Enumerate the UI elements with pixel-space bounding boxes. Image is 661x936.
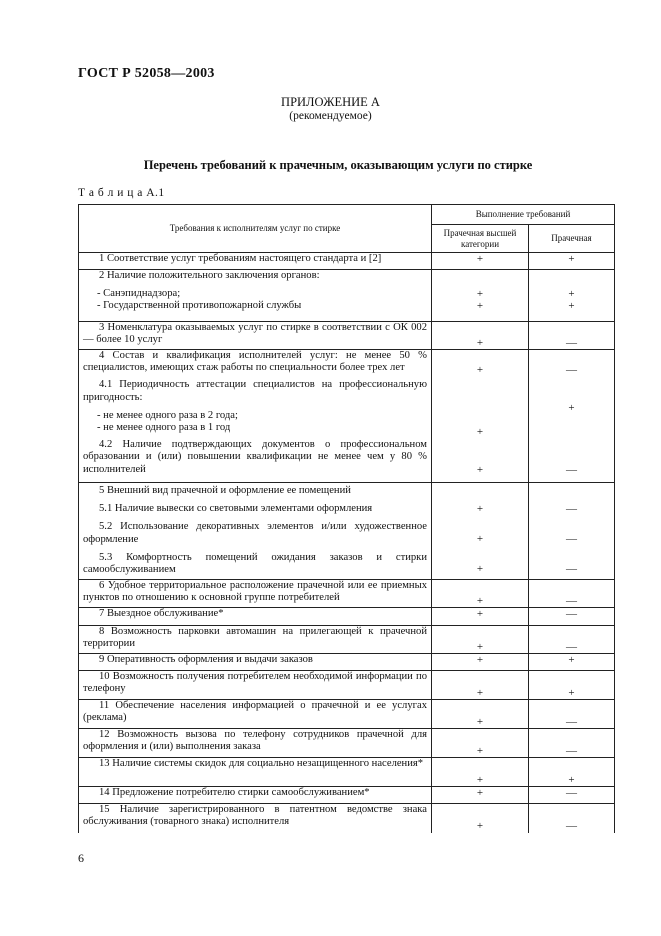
table-row [79,671,615,700]
req-item: - Санэпиднадзора; [97,288,181,300]
req-text: 5.3 Комфортность помещений ожидания заказов и стирки самообслуживанием [83,551,427,576]
req-text: 5.2 Использование декоративных элементов и/или художественное оформление [83,521,427,545]
table-row [79,322,615,350]
mark: — [529,626,615,654]
req-text: 12 Возможность вызова по телефону сотрудников прачечной для оформления и (или) выполнения заказа [83,729,427,753]
req-text: 5 Внешний вид прачечной и оформление ее помещений [99,485,351,496]
requirements-table [78,204,615,833]
req-text: 3 Номенклатура оказываемых услуг по стирке в соответствии с ОК 002 — более 10 услуг [83,322,427,346]
table-row [79,580,615,608]
mark: — [566,533,577,546]
annex-heading [0,95,661,123]
table-row [79,270,615,322]
req-text: 11 Обеспечение населения информацией о прачечной и ее услугах (реклама) [83,700,427,724]
req-text: 9 Оперативность оформления и выдачи заказов [99,654,313,665]
mark: — [529,787,615,804]
table-row [79,804,615,833]
mark: — [566,364,577,376]
mark: + [432,608,529,626]
annex-title: ПРИЛОЖЕНИЕ А [281,95,380,109]
req-item: - не менее одного раза в 1 год [97,422,231,434]
mark: — [566,464,577,477]
page-title: Перечень требований к прачечным, оказывающим услуги по стирке [143,158,533,172]
mark: + [432,700,529,729]
table-row [79,608,615,626]
req-text: 6 Удобное территориальное расположение прачечной или ее приемных пунктов по отношению к основной группе потребителей [83,580,427,604]
mark: + [476,503,484,515]
mark: — [566,503,577,515]
table-label: Т а б л и ц а А.1 [78,187,165,199]
req-text: 7 Выездное обслуживание* [99,608,224,619]
mark: — [529,608,615,626]
annex-subtitle: (рекомендуемое) [289,110,372,122]
mark: + [432,253,529,270]
table-header-row [79,205,615,225]
mark: — [529,804,615,833]
page-number: 6 [78,851,84,865]
mark: + [432,804,529,833]
mark: — [529,322,615,350]
req-item: - не менее одного раза в 2 года; [97,409,238,421]
table-row [79,700,615,729]
req-text: 8 Возможность парковки автомашин на прилегающей к прачечной территории [83,626,427,650]
mark: + [432,787,529,804]
mark: + [432,654,529,671]
mark: + [568,402,575,415]
mark: + [432,758,529,787]
mark: + [476,288,484,300]
mark: + [432,729,529,758]
table-row [79,729,615,758]
mark: + [476,563,484,576]
req-text: 14 Предложение потребителю стирки самообслуживанием* [99,787,370,798]
req-text: 4 Состав и квалификация исполнителей услуг: не менее 50 % специалистов, имеющих стаж работы по специальности более трех лет [83,350,427,374]
table-row [79,758,615,787]
mark: — [529,729,615,758]
mark: + [568,288,575,300]
mark: + [476,364,484,376]
mark: + [476,426,484,439]
req-text: 15 Наличие зарегистрированного в патентном ведомстве знака обслуживания (товарного знака) исполнителя [83,804,427,828]
mark: + [476,533,484,546]
mark: + [432,580,529,608]
req-text: 13 Наличие системы скидок для социально незащищенного населения* [99,758,424,769]
mark: + [529,654,615,671]
table-row [79,787,615,804]
mark: — [566,563,577,576]
header-laundry: Прачечная [529,225,615,253]
mark: — [529,700,615,729]
table-row [79,626,615,654]
req-text: 5.1 Наличие вывески со световыми элементами оформления [99,503,373,515]
req-text: 10 Возможность получения потребителем необходимой информации по телефону [83,671,427,695]
mark: + [432,322,529,350]
mark: + [568,300,575,313]
table-row [79,350,615,483]
mark: + [476,464,484,477]
mark: + [529,758,615,787]
mark: + [529,253,615,270]
req-text: 4.2 Наличие подтверждающих документов о профессиональном образовании и (или) повышении квалификации не менее чем у 80 % исполнителей [83,439,427,475]
table-row [79,253,615,270]
req-item: - Государственной противопожарной службы [97,300,302,312]
table-row [79,654,615,671]
table-row [79,483,615,580]
mark: + [432,671,529,700]
mark: + [476,300,484,313]
mark: + [432,626,529,654]
document-header: ГОСТ Р 52058—2003 [78,66,215,81]
req-text: 4.1 Периодичность аттестации специалистов на профессиональную пригодность: [83,379,427,403]
header-requirements: Требования к исполнителям услуг по стирке [79,205,432,253]
mark: + [529,671,615,700]
mark: — [529,580,615,608]
req-text: 2 Наличие положительного заключения органов: [99,270,320,281]
header-highest-category: Прачечная высшей категории [432,225,529,253]
req-text: 1 Соответствие услуг требованиям настоящего стандарта и [2] [99,253,382,264]
header-fulfillment: Выполнение требований [432,205,615,225]
